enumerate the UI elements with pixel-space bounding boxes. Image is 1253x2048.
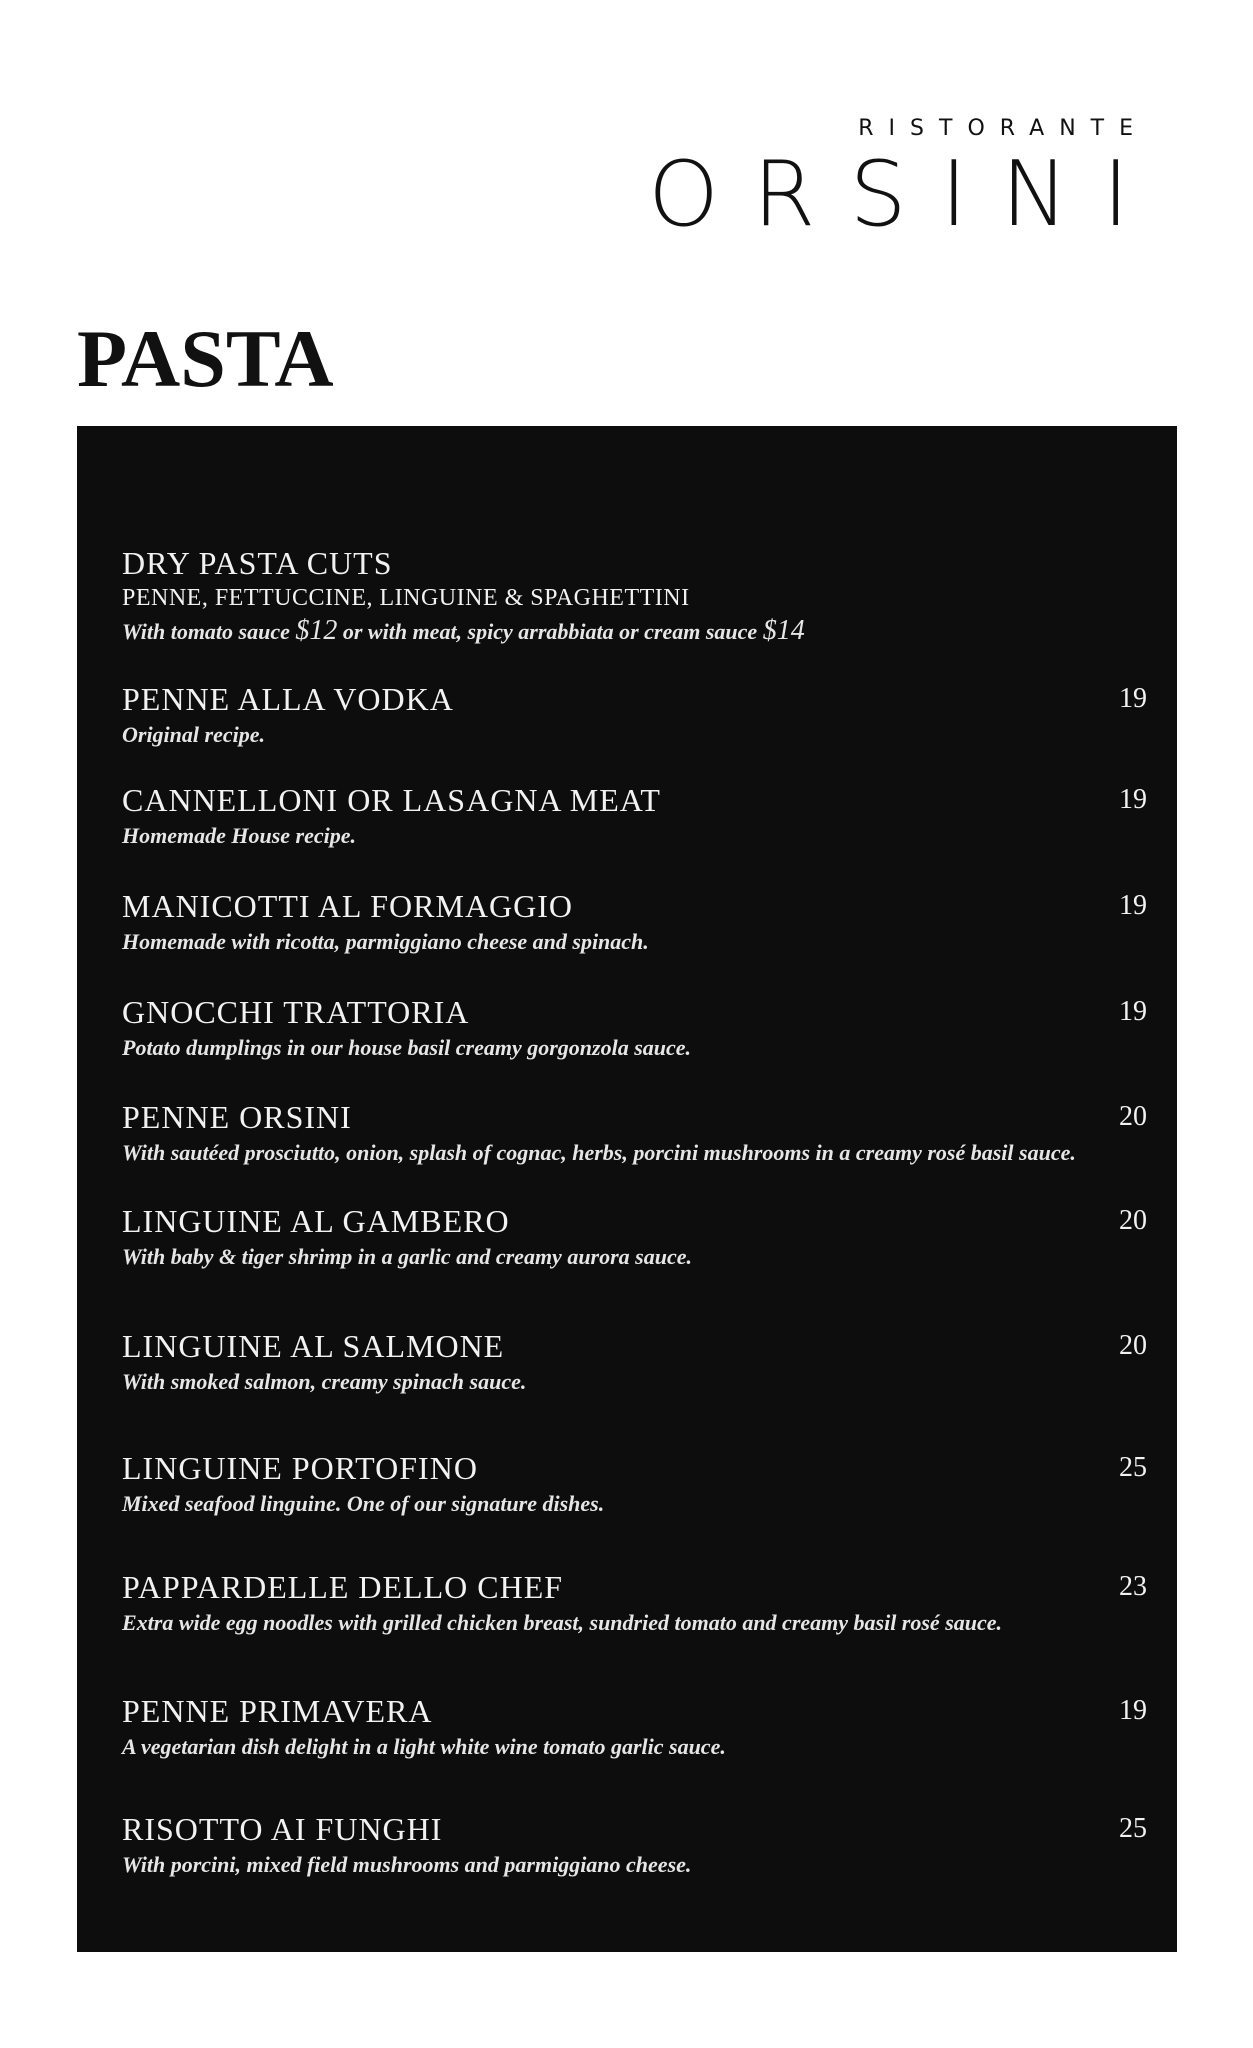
item-name: LINGUINE AL GAMBERO: [122, 1203, 510, 1239]
item-price: 20: [1119, 1330, 1147, 1361]
menu-item: [122, 781, 1147, 851]
item-desc: Original recipe.: [122, 722, 265, 747]
inline-price: $12: [295, 615, 338, 646]
item-desc: With smoked salmon, creamy spinach sauce.: [122, 1369, 527, 1394]
item-subtitle: PENNE, FETTUCCINE, LINGUINE & SPAGHETTINI: [122, 585, 690, 611]
inline-price: $14: [762, 615, 805, 646]
menu-item: [122, 1810, 1147, 1880]
item-name: PENNE PRIMAVERA: [122, 1693, 433, 1729]
menu-item: [122, 1202, 1147, 1272]
item-desc: Homemade with ricotta, parmiggiano cheese and spinach.: [122, 929, 649, 954]
item-name: PENNE ORSINI: [122, 1099, 352, 1135]
menu-item: [122, 1449, 1147, 1519]
menu-panel: [77, 426, 1177, 1952]
menu-item: [122, 1568, 1147, 1638]
desc-part: With tomato sauce: [122, 619, 290, 644]
item-name: RISOTTO AI FUNGHI: [122, 1811, 443, 1847]
item-desc: With porcini, mixed field mushrooms and parmiggiano cheese.: [122, 1852, 692, 1877]
item-name: LINGUINE PORTOFINO: [122, 1450, 478, 1486]
item-name: PAPPARDELLE DELLO CHEF: [122, 1569, 564, 1605]
item-name: PENNE ALLA VODKA: [122, 681, 454, 717]
item-price: 20: [1119, 1101, 1147, 1132]
item-price: 23: [1119, 1571, 1147, 1602]
item-price: 19: [1119, 683, 1147, 714]
item-price: 25: [1119, 1813, 1147, 1844]
menu-item: [122, 1098, 1147, 1168]
item-price: 19: [1119, 890, 1147, 921]
item-price: 25: [1119, 1452, 1147, 1483]
item-name: MANICOTTI AL FORMAGGIO: [122, 888, 574, 924]
item-desc: Extra wide egg noodles with grilled chicken breast, sundried tomato and creamy basil rosé sauce.: [122, 1610, 1003, 1635]
menu-item: [122, 1692, 1147, 1762]
item-desc: Potato dumplings in our house basil creamy gorgonzola sauce.: [122, 1035, 692, 1060]
menu-item: [122, 680, 1147, 750]
brand-subtitle: RISTORANTE: [858, 116, 1148, 141]
item-price: 19: [1119, 784, 1147, 815]
item-price: 19: [1119, 1695, 1147, 1726]
item-name: DRY PASTA CUTS: [122, 545, 393, 581]
item-name: LINGUINE AL SALMONE: [122, 1328, 505, 1364]
item-desc: [122, 616, 1147, 647]
menu-item: [122, 1327, 1147, 1397]
item-desc: Mixed seafood linguine. One of our signature dishes.: [122, 1491, 605, 1516]
menu-item: [122, 887, 1147, 957]
desc-part: or with meat, spicy arrabbiata or cream sauce: [342, 619, 758, 644]
item-name: GNOCCHI TRATTORIA: [122, 994, 470, 1030]
item-desc: With baby & tiger shrimp in a garlic and creamy aurora sauce.: [122, 1244, 693, 1269]
menu-item-dry-pasta: [122, 544, 1147, 647]
brand-logo-name: ORSINI: [648, 142, 1163, 247]
item-price: 19: [1119, 996, 1147, 1027]
item-price: 20: [1119, 1205, 1147, 1236]
item-name: CANNELLONI OR LASAGNA MEAT: [122, 782, 661, 818]
item-desc: A vegetarian dish delight in a light white wine tomato garlic sauce.: [122, 1734, 726, 1759]
page-title: PASTA: [77, 313, 334, 404]
menu-item: [122, 993, 1147, 1063]
item-desc: With sautéed prosciutto, onion, splash of cognac, herbs, porcini mushrooms in a creamy rosé basil sauce.: [122, 1140, 1076, 1165]
item-desc: Homemade House recipe.: [122, 823, 357, 848]
